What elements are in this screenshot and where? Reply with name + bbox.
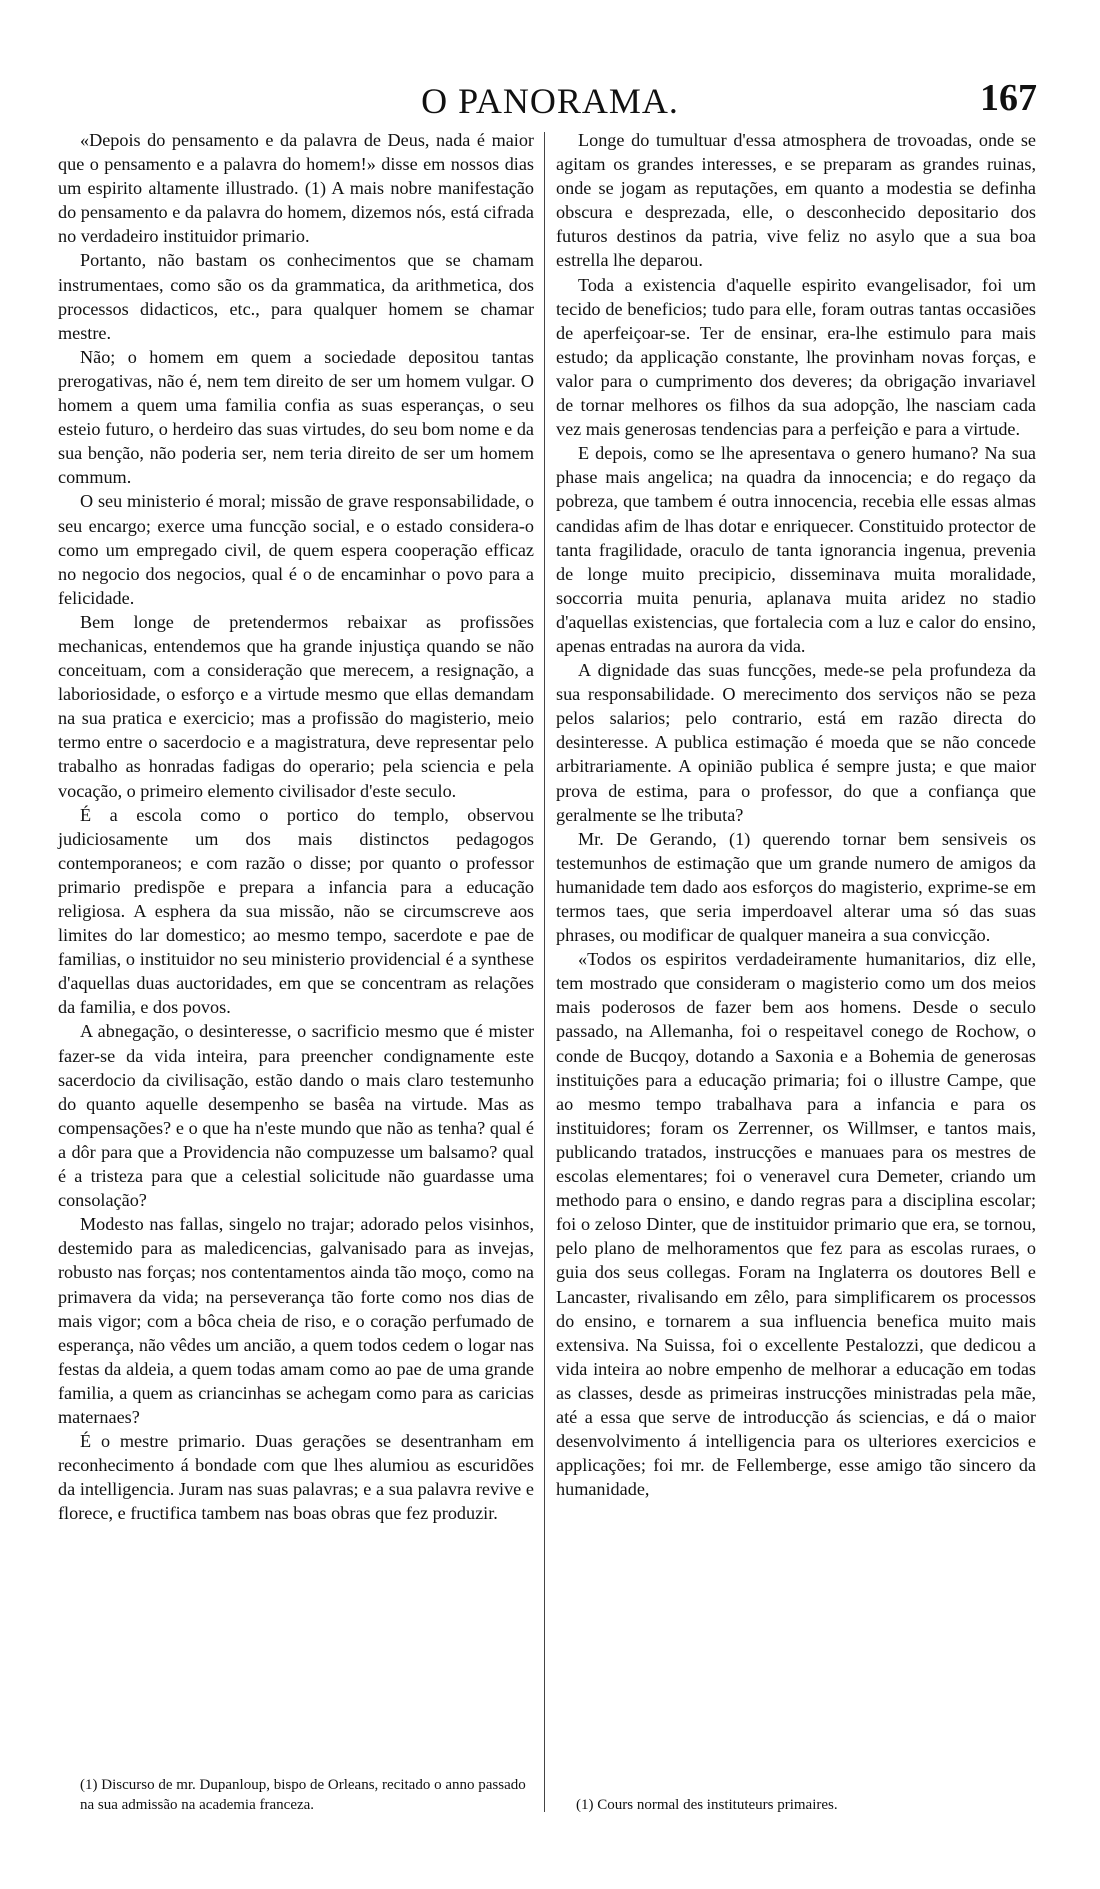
paragraph: Portanto, não bastam os conhecimentos que se chamam instrumentaes, como são os da grammatica, da arithmetica, dos processos didacticos, etc., para qualquer homem se chamar mestre. [58, 250, 534, 343]
column-divider [544, 132, 545, 1812]
paragraph: E depois, como se lhe apresentava o genero humano? Na sua phase mais angelica; na quadra da innocencia; e do regaço da pobreza, que tambem é outra innocencia, recebia elle essas almas candidas afim de lhas dotar e enriquecer. Constituido protector de tanta fragilidade, oraculo de tanta ignorancia ingenua, prevenia de longe muito precipicio, disseminava muita moralidade, soccorria muita penuria, aplanava muita aridez no stadio d'aquellas existencias, que fortalecia com a luz e calor do ensino, apenas entradas na aurora da vida. [556, 443, 1036, 656]
page-header [0, 70, 1100, 122]
paragraph: Modesto nas fallas, singelo no trajar; adorado pelos visinhos, destemido para as maledicencias, galvanisado para as invejas, robusto nas forças; nos contentamentos ainda tão moço, como na primavera da vida; na perseverança tão forte como nos dias de mais vigor; com a bôca cheia de riso, e o coração perfumado de esperança, não vêdes um ancião, a quem todos cedem o logar nas festas da aldeia, a quem todas amam como ao pae de uma grande familia, a quem as criancinhas se achegam como para as caricias maternaes? [58, 1214, 534, 1427]
paragraph: A abnegação, o desinteresse, o sacrificio mesmo que é mister fazer-se da vida inteira, para preencher condignamente este sacerdocio da civilisação, estão dando o mais claro testemunho do quanto aquelle desempenho se basêa na virtude. Mas as compensações? e o que ha n'este mundo que não as tenha? qual é a dôr para que a Providencia não compuzesse um balsamo? qual é a tristeza para que a celestial solicitude não guardasse uma consolação? [58, 1021, 534, 1211]
paragraph: Toda a existencia d'aquelle espirito evangelisador, foi um tecido de beneficios; tudo para elle, foram outras tantas occasiões de aperfeiçoar-se. Ter de ensinar, era-lhe estimulo para mais estudo; da applicação constante, lhe provinham novas forças, e valor para o cumprimento dos deveres; da obrigação invariavel de tornar melhores os filhos da sua adopção, lhe nasciam cada vez mais generosas tendencias para a perfeição e para a virtude. [556, 274, 1036, 440]
paragraph: Não; o homem em quem a sociedade depositou tantas prerogativas, não é, nem tem direito de ser um homem vulgar. O homem a quem uma familia confia as suas esperanças, o seu esteio futuro, o herdeiro das suas virtudes, do seu bom nome e da sua benção, não poderia ser, nem teria direito de ser um homem commum. [58, 346, 534, 488]
left-column [58, 128, 534, 1525]
paragraph: Longe do tumultuar d'essa atmosphera de trovoadas, onde se agitam os grandes interesses, e se preparam as grandes ruinas, onde se jogam as reputações, em quanto a modestia se definha obscura e desprezada, elle, o desconhecido depositario dos futuros destinos da patria, vive feliz no asylo que a sua boa estrella lhe deparou. [556, 130, 1036, 271]
paragraph: O seu ministerio é moral; missão de grave responsabilidade, o seu encargo; exerce uma funcção social, e o estado considera-o como um empregado civil, de quem espera cooperação efficaz no negocio dos negocios, qual é o de encaminhar o povo para a felicidade. [58, 491, 534, 608]
masthead-title: O PANORAMA. [421, 81, 679, 121]
paragraph: «Todos os espiritos verdadeiramente humanitarios, diz elle, tem mostrado que consideram o magisterio como um dos meios mais poderosos de fazer bem aos homens. Desde o seculo passado, na Allemanha, foi o respeitavel conego de Rochow, o conde de Bucqoy, dotando a Saxonia e a Bohemia de generosas instituições para a educação primaria; foi o illustre Campe, que ao mesmo tempo trabalhava para a infancia e para os instituidores; foram os Zerrenner, os Willmser, e tantos mais, publicando tratados, instrucções e manuaes para os mestres de escolas elementares; foi o veneravel cura Demeter, criando um methodo para o ensino, e dando regras para a disciplina escolar; foi o zeloso Dinter, que de instituidor primario que era, se tornou, pelo plano de melhoramentos que fez para as escolas ruraes, o guia dos seus collegas. Foram na Inglaterra os doutores Bell e Lancaster, rivalisando em zêlo, para simplificarem os processos do ensino, e tornarem a sua influencia benefica muito mais extensiva. Na Suissa, foi o excellente Pestalozzi, que dedicou a vida inteira ao nobre empenho de melhorar a educação em todas as classes, desde as primeiras instrucções ministradas pela mãe, até a essa que serve de introducção ás sciencias, e dá o maior desenvolvimento á intelligencia para os ulteriores exercicios e applicações; foi mr. de Fellemberge, esse amigo tão sincero da humanidade, [556, 949, 1036, 1500]
paragraph: Bem longe de pretendermos rebaixar as profissões mechanicas, entendemos que ha grande injustiça quando se não conceituam, com a consideração que merecem, a resignação, a laboriosidade, o esforço e a virtude mesmo que ellas demandam na sua pratica e exercicio; mas a profissão do magisterio, meio termo entre o sacerdocio e a magistratura, deve representar pelo trabalho as honradas fadigas do operario; pela sciencia e pela vocação, o primeiro elemento civilisador d'este seculo. [58, 611, 534, 801]
page-number: 167 [980, 77, 1037, 119]
paragraph: É o mestre primario. Duas gerações se desentranham em reconhecimento á bondade com que lhes alumiou as escuridões da intelligencia. Juram nas suas palavras; e a sua palavra revive e florece, e fructifica tambem nas boas obras que fez produzir. [58, 1431, 534, 1524]
paragraph: A dignidade das suas funcções, mede-se pela profundeza da sua responsabilidade. O merecimento dos serviços não se peza pelos salarios; pelo contrario, está em razão directa do desinteresse. A publica estimação é moeda que se não concede arbitrariamente. A opinião publica é sempre justa; e que maior prova de estima, para o professor, do que a confiança que geralmente se lhe tributa? [556, 660, 1036, 825]
paragraph: «Depois do pensamento e da palavra de Deus, nada é maior que o pensamento e a palavra do homem!» disse em nossos dias um espirito altamente illustrado. (1) A mais nobre manifestação do pensamento e da palavra do homem, dizemos nós, está cifrada no verdadeiro instituidor primario. [58, 130, 534, 247]
paragraph: Mr. De Gerando, (1) querendo tornar bem sensiveis os testemunhos de estimação que um grande numero de amigos da humanidade tem dado aos esforços do magisterio, exprime-se em termos taes, que seria imperdoavel alterar uma só das suas phrases, ou modificar de qualquer maneira a sua convicção. [556, 828, 1036, 946]
left-footnote [80, 1775, 540, 1815]
paragraph: É a escola como o portico do templo, observou judiciosamente um dos mais distinctos pedagogos contemporaneos; e com razão o disse; por quanto o professor primario predispõe e prepara a infancia para a educação religiosa. A esphera da sua missão, não se circumscreve aos limites do lar domestico; ao mesmo tempo, sacerdote e pae de familias, o instituidor no seu ministerio providencial é a synthese d'aquellas duas auctoridades, em que se concentram as relações da familia, e dos povos. [58, 804, 534, 1018]
right-column [556, 128, 1036, 1501]
footnote-text: (1) Cours normal des instituteurs primaires. [576, 1797, 838, 1813]
footnote-text: (1) Discurso de mr. Dupanloup, bispo de Orleans, recitado o anno passado na sua admissão na academia franceza. [80, 1777, 526, 1813]
right-footnote [576, 1795, 1036, 1815]
